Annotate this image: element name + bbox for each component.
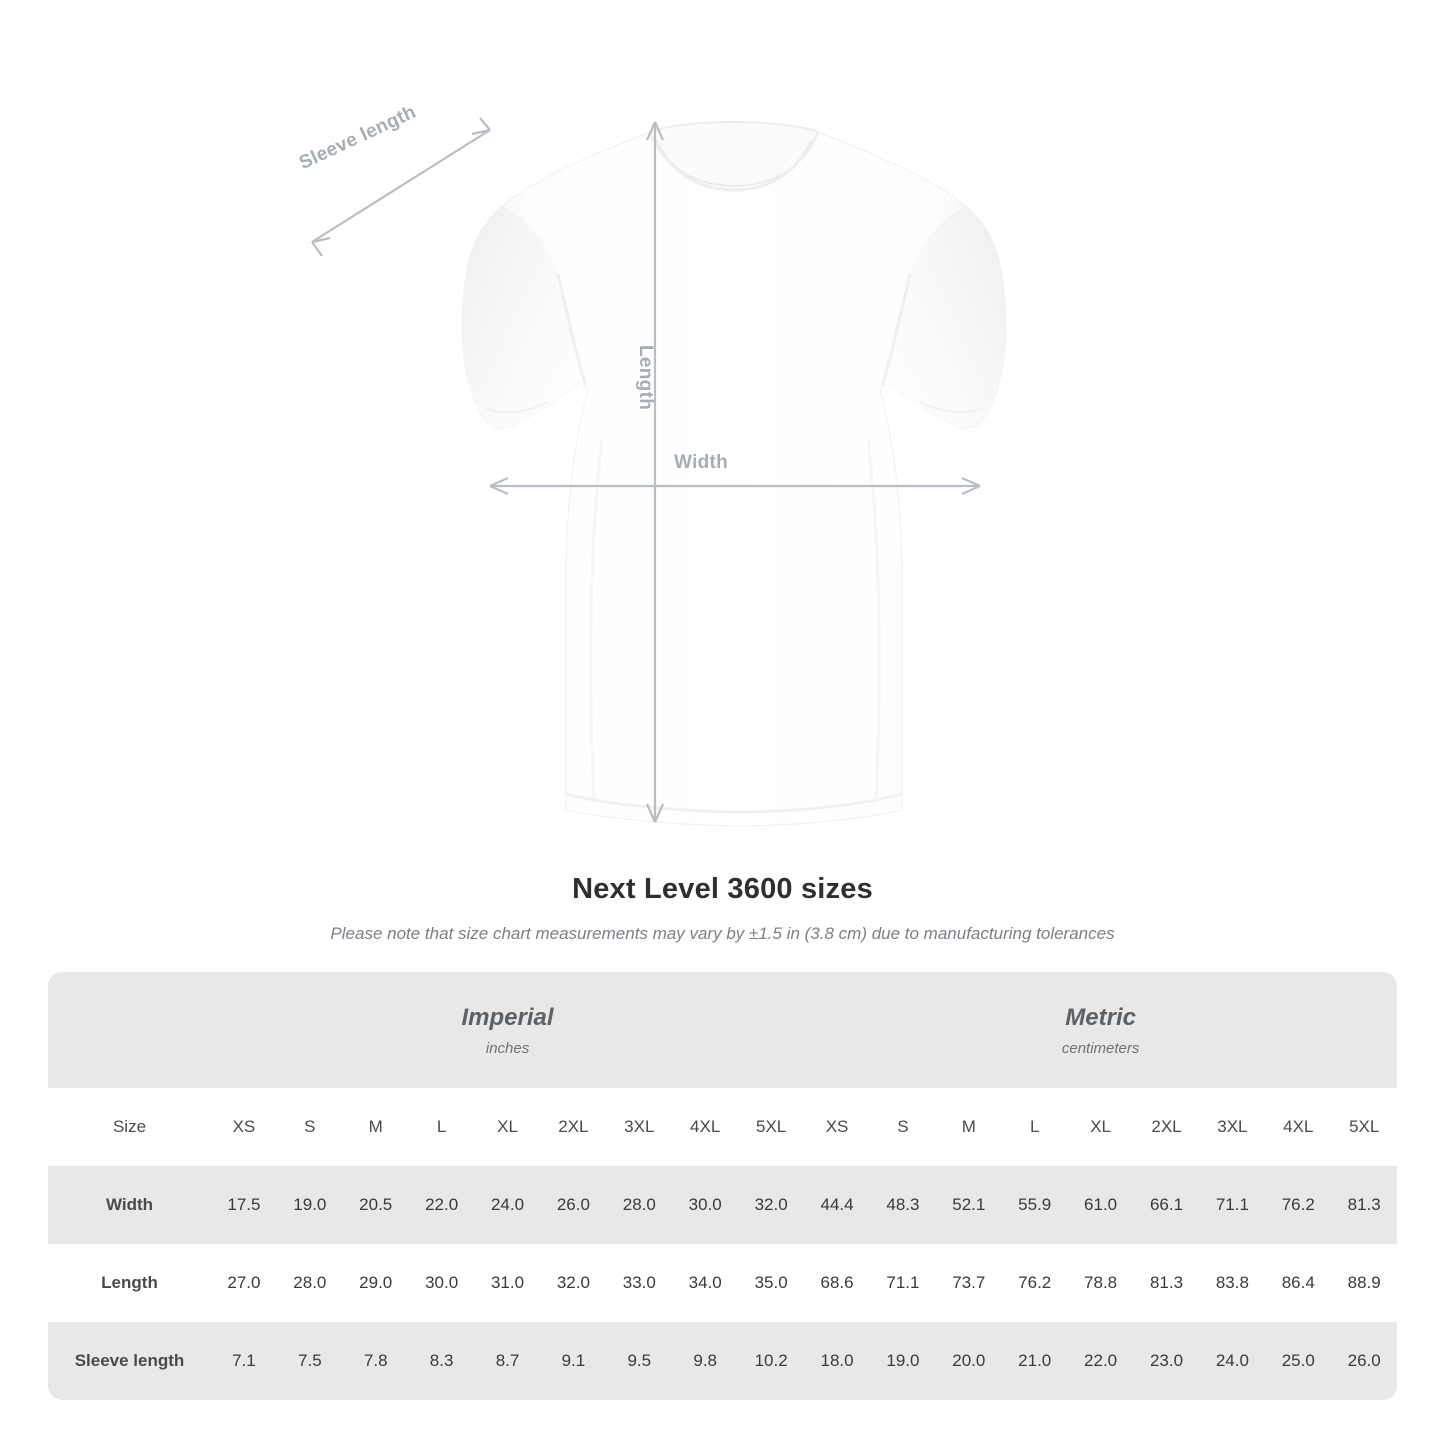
width-imperial-m: 20.5 <box>343 1166 409 1244</box>
width-metric-4xl: 76.2 <box>1265 1166 1331 1244</box>
sleeve-imperial-l: 8.3 <box>409 1322 475 1400</box>
length-metric-xs: 68.6 <box>804 1244 870 1322</box>
length-imperial-s: 28.0 <box>277 1244 343 1322</box>
sleeve-imperial-xl: 8.7 <box>475 1322 541 1400</box>
sleeve-metric-5xl: 26.0 <box>1331 1322 1397 1400</box>
sleeve-metric-l: 21.0 <box>1002 1322 1068 1400</box>
size-cell-metric-3xl: 3XL <box>1199 1088 1265 1166</box>
table-system-header-row <box>48 972 1397 1088</box>
length-metric-3xl: 83.8 <box>1199 1244 1265 1322</box>
width-metric-m: 52.1 <box>936 1166 1002 1244</box>
width-imperial-5xl: 32.0 <box>738 1166 804 1244</box>
system-name-imperial: Imperial <box>461 1003 554 1031</box>
size-cell-metric-5xl: 5XL <box>1331 1088 1397 1166</box>
size-table <box>48 972 1397 1400</box>
size-cell-imperial-l: L <box>409 1088 475 1166</box>
width-imperial-xs: 17.5 <box>211 1166 277 1244</box>
length-metric-l: 76.2 <box>1002 1244 1068 1322</box>
length-imperial-xs: 27.0 <box>211 1244 277 1322</box>
table-row-width <box>48 1166 1397 1244</box>
system-name-metric: Metric <box>1065 1003 1136 1031</box>
width-imperial-l: 22.0 <box>409 1166 475 1244</box>
size-cell-metric-xl: XL <box>1068 1088 1134 1166</box>
sleeve-imperial-xs: 7.1 <box>211 1322 277 1400</box>
sleeve-imperial-5xl: 10.2 <box>738 1322 804 1400</box>
row-label-width: Width <box>48 1166 211 1244</box>
system-header-imperial <box>211 972 804 1088</box>
length-imperial-4xl: 34.0 <box>672 1244 738 1322</box>
size-table-wrapper <box>48 972 1397 1400</box>
width-metric-2xl: 66.1 <box>1134 1166 1200 1244</box>
system-unit-metric: centimeters <box>1061 1039 1140 1057</box>
size-row-label: Size <box>48 1088 211 1166</box>
row-label-sleeve-length: Sleeve length <box>48 1322 211 1400</box>
size-cell-imperial-xs: XS <box>211 1088 277 1166</box>
size-cell-metric-m: M <box>936 1088 1002 1166</box>
size-cell-metric-s: S <box>870 1088 936 1166</box>
length-metric-m: 73.7 <box>936 1244 1002 1322</box>
sleeve-length-label: Sleeve length <box>296 101 420 175</box>
page-title: Next Level 3600 sizes <box>572 873 873 905</box>
size-cell-imperial-m: M <box>343 1088 409 1166</box>
size-cell-imperial-xl: XL <box>475 1088 541 1166</box>
table-row-length <box>48 1244 1397 1322</box>
length-metric-2xl: 81.3 <box>1134 1244 1200 1322</box>
width-metric-s: 48.3 <box>870 1166 936 1244</box>
length-imperial-m: 29.0 <box>343 1244 409 1322</box>
tolerance-note: Please note that size chart measurements may vary by ±1.5 in (3.8 cm) due to manufacturing tolerances <box>330 924 1115 943</box>
table-corner-cell <box>48 972 211 1088</box>
sleeve-metric-s: 19.0 <box>870 1322 936 1400</box>
length-imperial-l: 30.0 <box>409 1244 475 1322</box>
size-cell-imperial-4xl: 4XL <box>672 1088 738 1166</box>
size-cell-metric-2xl: 2XL <box>1134 1088 1200 1166</box>
width-metric-5xl: 81.3 <box>1331 1166 1397 1244</box>
title-block <box>0 873 1445 944</box>
sleeve-imperial-3xl: 9.5 <box>606 1322 672 1400</box>
width-imperial-xl: 24.0 <box>475 1166 541 1244</box>
row-label-length: Length <box>48 1244 211 1322</box>
length-metric-xl: 78.8 <box>1068 1244 1134 1322</box>
sleeve-metric-2xl: 23.0 <box>1134 1322 1200 1400</box>
length-imperial-3xl: 33.0 <box>606 1244 672 1322</box>
width-imperial-s: 19.0 <box>277 1166 343 1244</box>
sleeve-metric-3xl: 24.0 <box>1199 1322 1265 1400</box>
table-row-sleeve-length <box>48 1322 1397 1400</box>
sleeve-metric-4xl: 25.0 <box>1265 1322 1331 1400</box>
length-imperial-5xl: 35.0 <box>738 1244 804 1322</box>
sleeve-imperial-s: 7.5 <box>277 1322 343 1400</box>
width-metric-3xl: 71.1 <box>1199 1166 1265 1244</box>
length-metric-4xl: 86.4 <box>1265 1244 1331 1322</box>
length-metric-5xl: 88.9 <box>1331 1244 1397 1322</box>
length-metric-s: 71.1 <box>870 1244 936 1322</box>
size-cell-imperial-3xl: 3XL <box>606 1088 672 1166</box>
width-metric-l: 55.9 <box>1002 1166 1068 1244</box>
width-metric-xs: 44.4 <box>804 1166 870 1244</box>
width-metric-xl: 61.0 <box>1068 1166 1134 1244</box>
size-cell-imperial-5xl: 5XL <box>738 1088 804 1166</box>
width-imperial-4xl: 30.0 <box>672 1166 738 1244</box>
length-imperial-2xl: 32.0 <box>540 1244 606 1322</box>
size-cell-imperial-2xl: 2XL <box>540 1088 606 1166</box>
sleeve-imperial-2xl: 9.1 <box>540 1322 606 1400</box>
sleeve-imperial-m: 7.8 <box>343 1322 409 1400</box>
system-header-metric <box>804 972 1397 1088</box>
length-imperial-xl: 31.0 <box>475 1244 541 1322</box>
sleeve-metric-m: 20.0 <box>936 1322 1002 1400</box>
table-size-row <box>48 1088 1397 1166</box>
width-label: Width <box>674 452 729 473</box>
width-imperial-2xl: 26.0 <box>540 1166 606 1244</box>
size-cell-metric-l: L <box>1002 1088 1068 1166</box>
size-cell-metric-4xl: 4XL <box>1265 1088 1331 1166</box>
sleeve-metric-xl: 22.0 <box>1068 1322 1134 1400</box>
size-cell-imperial-s: S <box>277 1088 343 1166</box>
sleeve-metric-xs: 18.0 <box>804 1322 870 1400</box>
system-unit-imperial: inches <box>485 1039 530 1057</box>
length-label: Length <box>635 345 656 411</box>
sleeve-imperial-4xl: 9.8 <box>672 1322 738 1400</box>
width-imperial-3xl: 28.0 <box>606 1166 672 1244</box>
size-cell-metric-xs: XS <box>804 1088 870 1166</box>
